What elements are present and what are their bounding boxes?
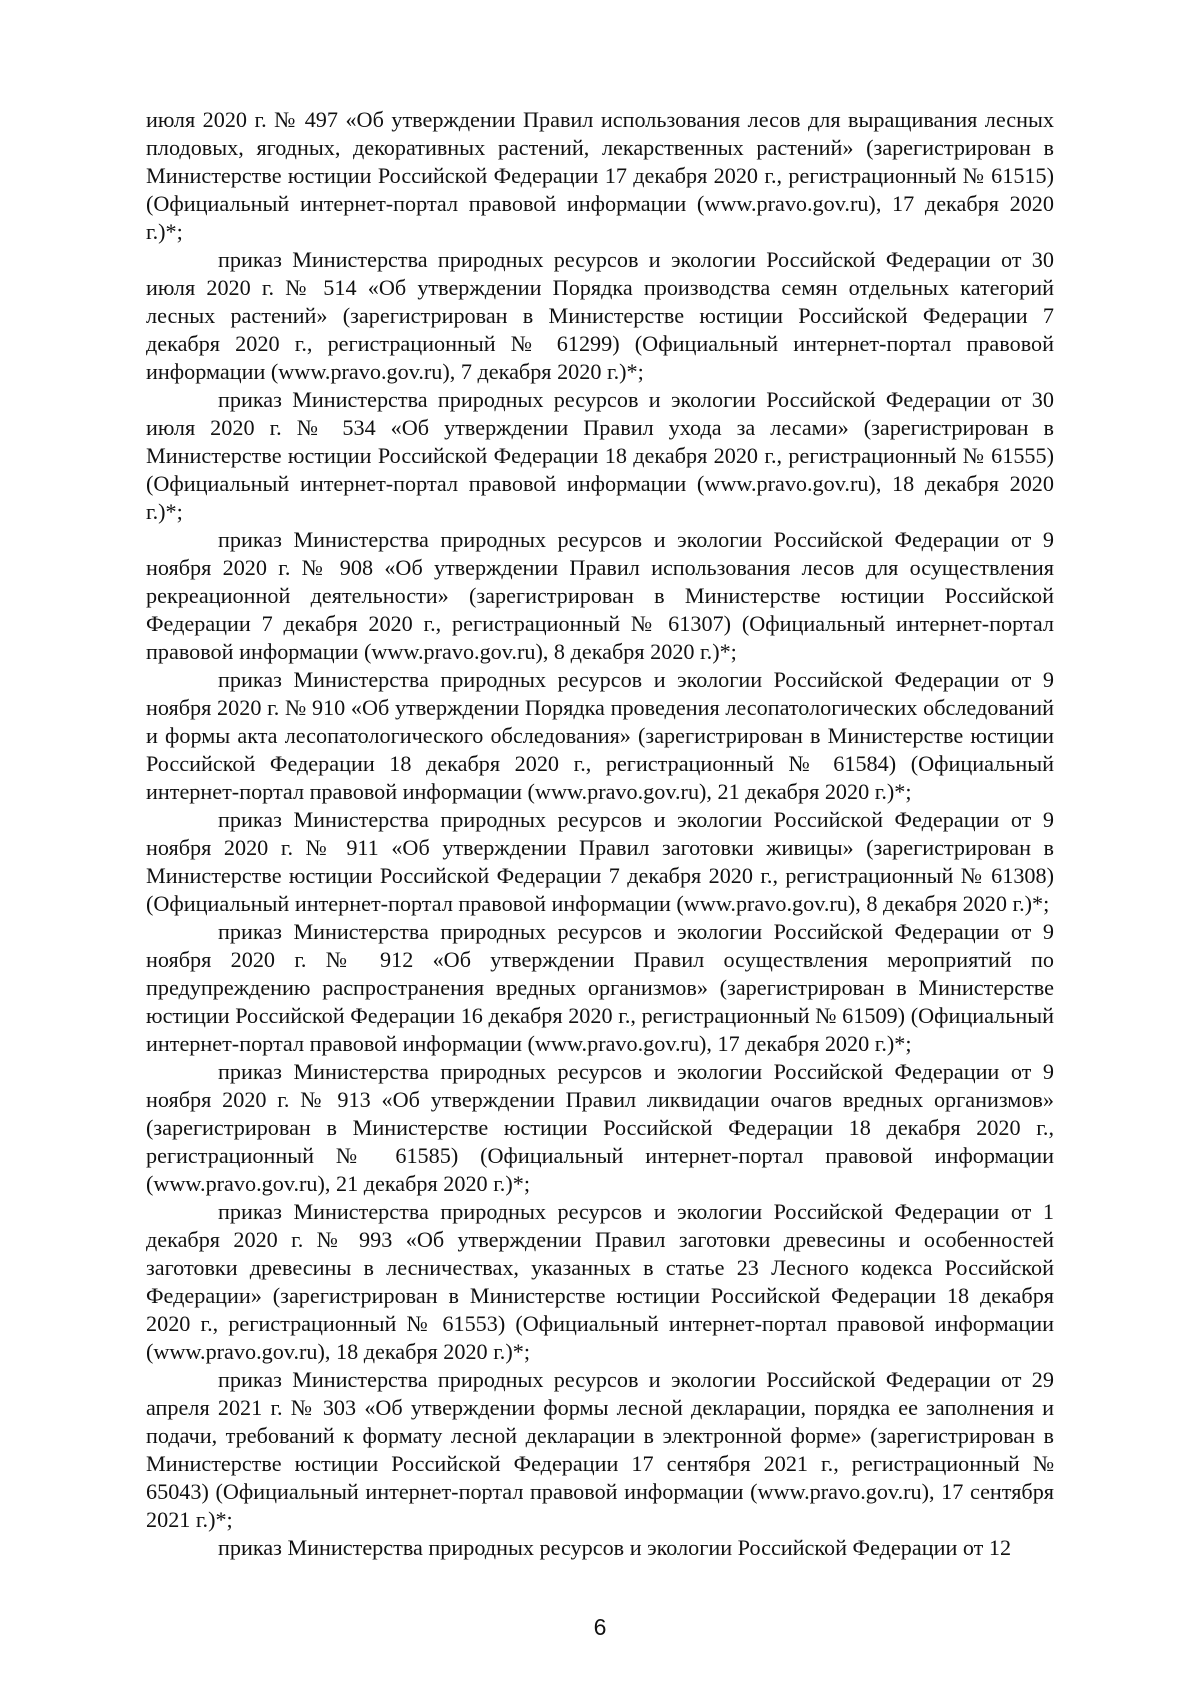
paragraph-continuation: июля 2020 г. № 497 «Об утверждении Правил использования лесов для выращивания лесных плодовых, ягодных, декоративных растений, лекарственных растений» (зарегистрирован в Министерстве юстиции Российской Федерации 17 декабря 2020 г., регистрационный № 61515) (Официальный интернет-портал правовой информации (www.pravo.gov.ru), 17 декабря 2020 г.)*; xyxy=(146,107,1054,244)
paragraph: приказ Министерства природных ресурсов и экологии Российской Федерации от 30 июля 2020 г. № 534 «Об утверждении Правил ухода за лесами» (зарегистрирован в Министерстве юстиции Российской Федерации 18 декабря 2020 г., регистрационный № 61555) (Официальный интернет-портал правовой информации (www.pravo.gov.ru), 18 декабря 2020 г.)*; xyxy=(146,387,1054,524)
paragraph: приказ Министерства природных ресурсов и экологии Российской Федерации от 12 xyxy=(218,1535,1012,1560)
paragraph: приказ Министерства природных ресурсов и экологии Российской Федерации от 1 декабря 2020 г. № 993 «Об утверждении Правил заготовки древесины и особенностей заготовки древесины в лесничествах, указанных в статье 23 Лесного кодекса Российской Федерации» (зарегистрирован в Министерстве юстиции Российской Федерации 18 декабря 2020 г., регистрационный № 61553) (Официальный интернет-портал правовой информации (www.pravo.gov.ru), 18 декабря 2020 г.)*; xyxy=(146,1199,1054,1364)
paragraph: приказ Министерства природных ресурсов и экологии Российской Федерации от 30 июля 2020 г. № 514 «Об утверждении Порядка производства семян отдельных категорий лесных растений» (зарегистрирован в Министерстве юстиции Российской Федерации 7 декабря 2020 г., регистрационный № 61299) (Официальный интернет-портал правовой информации (www.pravo.gov.ru), 7 декабря 2020 г.)*; xyxy=(146,247,1054,384)
page-number: 6 xyxy=(593,1614,607,1640)
paragraph: приказ Министерства природных ресурсов и экологии Российской Федерации от 9 ноября 2020 г. № 913 «Об утверждении Правил ликвидации очагов вредных организмов» (зарегистрирован в Министерстве юстиции Российской Федерации 18 декабря 2020 г., регистрационный № 61585) (Официальный интернет-портал правовой информации (www.pravo.gov.ru), 21 декабря 2020 г.)*; xyxy=(146,1059,1054,1196)
paragraph: приказ Министерства природных ресурсов и экологии Российской Федерации от 9 ноября 2020 г. № 908 «Об утверждении Правил использования лесов для осуществления рекреационной деятельности» (зарегистрирован в Министерстве юстиции Российской Федерации 7 декабря 2020 г., регистрационный № 61307) (Официальный интернет-портал правовой информации (www.pravo.gov.ru), 8 декабря 2020 г.)*; xyxy=(146,527,1054,664)
paragraph: приказ Министерства природных ресурсов и экологии Российской Федерации от 29 апреля 2021 г. № 303 «Об утверждении формы лесной декларации, порядка ее заполнения и подачи, требований к формату лесной декларации в электронной форме» (зарегистрирован в Министерстве юстиции Российской Федерации 17 сентября 2021 г., регистрационный № 65043) (Официальный интернет-портал правовой информации (www.pravo.gov.ru), 17 сентября 2021 г.)*; xyxy=(146,1367,1054,1532)
paragraph: приказ Министерства природных ресурсов и экологии Российской Федерации от 9 ноября 2020 г. № 911 «Об утверждении Правил заготовки живицы» (зарегистрирован в Министерстве юстиции Российской Федерации 7 декабря 2020 г., регистрационный № 61308) (Официальный интернет-портал правовой информации (www.pravo.gov.ru), 8 декабря 2020 г.)*; xyxy=(146,807,1054,916)
paragraph: приказ Министерства природных ресурсов и экологии Российской Федерации от 9 ноября 2020 г. № 912 «Об утверждении Правил осуществления мероприятий по предупреждению распространения вредных организмов» (зарегистрирован в Министерстве юстиции Российской Федерации 16 декабря 2020 г., регистрационный № 61509) (Официальный интернет-портал правовой информации (www.pravo.gov.ru), 17 декабря 2020 г.)*; xyxy=(146,919,1054,1056)
document-body xyxy=(146,106,1054,1562)
paragraph: приказ Министерства природных ресурсов и экологии Российской Федерации от 9 ноября 2020 г. № 910 «Об утверждении Порядка проведения лесопатологических обследований и формы акта лесопатологического обследования» (зарегистрирован в Министерстве юстиции Российской Федерации 18 декабря 2020 г., регистрационный № 61584) (Официальный интернет-портал правовой информации (www.pravo.gov.ru), 21 декабря 2020 г.)*; xyxy=(146,667,1054,804)
